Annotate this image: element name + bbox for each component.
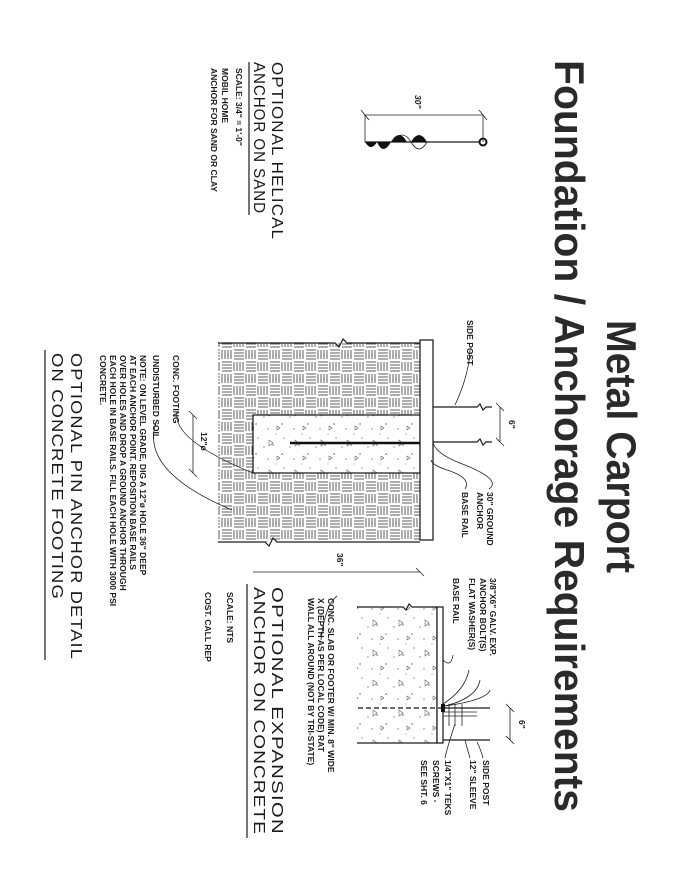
pin-title-line-1: OPTIONAL PIN ANCHOR DETAIL [67,353,84,623]
helical-anchor-drawing [361,95,487,149]
helical-note-2: ANCHOR FOR SAND OR CLAY [209,68,219,192]
pin-note-line-3: OVER HOLES AND DROP A GROUND ANCHOR THROUGH [118,355,128,591]
pin-side-post-label: SIDE POST [465,320,475,366]
expansion-bolt-label-1: 3/8"X6" GALV. EXP. [488,578,498,656]
expansion-post-dimension: 6" [517,720,527,729]
pin-anchor-drawing [154,320,517,576]
expansion-teks-label-3: SEE SHT. 6 [419,760,429,805]
pin-note-line-5: CONCRETE. [98,355,108,406]
pin-title-line-2: ON CONCRETE FOOTING [48,353,65,568]
expansion-title-line-1: OPTIONAL EXPANSION [268,587,285,782]
pin-ground-anchor-label-1: 30" GROUND [485,492,495,546]
helical-scale: SCALE: 3/4" = 1'-0" [234,68,244,146]
expansion-base-rail [437,607,443,743]
rotated-sheet [45,60,645,838]
pin-note-line-2: AT EACH ANCHOR POINT. REPOSITION BASE RAILS [128,355,138,570]
title-line-1: Metal Carport [598,320,645,591]
pin-ground-anchor-label-2: ANCHOR [475,492,485,530]
expansion-teks-label-1: 1/4"X1" TEKS [443,760,453,816]
pin-base-rail-label: BASE RAIL [460,492,470,538]
expansion-teks-label-2: SCREWS - [431,760,441,803]
expansion-base-rail-label: BASE RAIL [451,578,461,624]
expansion-bolt-label-2: ANCHOR BOLT(S) [478,578,488,652]
concrete-slab [357,607,437,743]
pin-note-line-1: NOTE: ON LEVEL GRADE, DIG A 12"ø HOLE 36" DEEP [138,355,148,576]
helical-note-1: MOBIL HOME [220,68,230,124]
expansion-washer-label: FLAT WASHER(S) [467,578,477,651]
pin-diameter-label: 12"ø [199,432,209,451]
expansion-slab-note-1: CONC. SLAB OR FOOTER W/ MIN. 8" WIDE [326,598,336,773]
pin-note-line-4: EACH HOLE IN BASE RAILS. FILL EACH HOLE WITH 3000 PSI [108,355,118,607]
helical-dimension-label: 30" [413,95,423,109]
helical-title-line-1: OPTIONAL HELICAL [268,62,285,230]
expansion-sleeve-label: 12" SLEEVE [468,760,478,810]
pin-depth-label: 36" [335,553,345,567]
base-rail [420,340,433,540]
pin-conc-footing-label: CONC. FOOTING [171,355,181,424]
title-line-2: Foundation / Anchorage Requirements [546,60,593,834]
pin-undisturbed-soil-label: UNDISTURBED SOIL [151,355,161,440]
helical-title-line-2: ANCHOR ON SAND [250,62,267,223]
expansion-scale: SCALE: NTS [225,592,235,643]
pin-post-dimension: 6" [507,420,517,429]
expansion-title-line-2: ANCHOR ON CONCRETE [250,587,267,798]
expansion-cost: COST. CALL REP [203,592,213,662]
expansion-side-post-label: SIDE POST [481,760,491,806]
expansion-slab-note-2: X (DEPTH AS PER LOCAL CODE) RAT [316,598,326,752]
expansion-slab-note-3: WALL ALL AROUND (NOT BY TRI-STATE) [306,598,316,766]
